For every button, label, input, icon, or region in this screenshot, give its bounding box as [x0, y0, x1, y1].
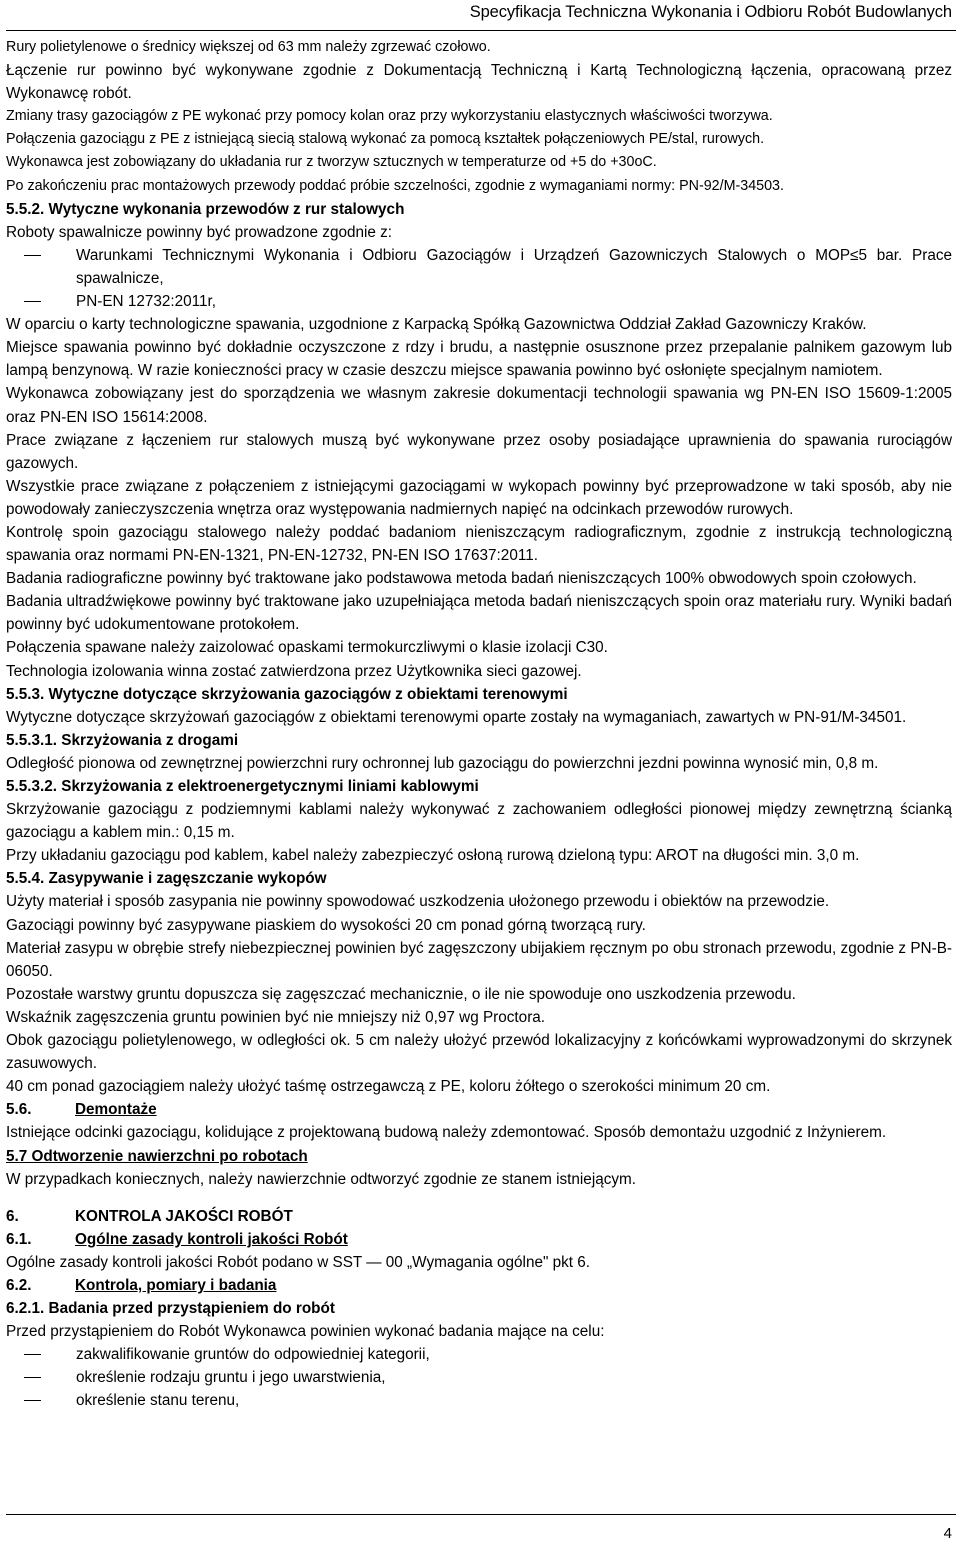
- section-title: Demontaże: [75, 1101, 157, 1119]
- paragraph: Badania radiograficzne powinny być traktowane jako podstawowa metoda badań nieniszczących 100% obwodowych spoin czołowych.: [6, 570, 917, 588]
- section-number: 5.6.: [6, 1101, 32, 1119]
- section-heading-5-5-3: [6, 683, 952, 706]
- section-heading-5-7: [6, 1145, 952, 1168]
- section-heading-6-1: [6, 1228, 952, 1251]
- paragraph: Obok gazociągu polietylenowego, w odległości ok. 5 cm należy ułożyć przewód lokalizacyjny z końcówkami wyprowadzonymi do skrzynek zasuwowych.: [6, 1032, 952, 1073]
- list-item-text: Warunkami Technicznymi Wykonania i Odbioru Gazociągów i Urządzeń Gazowniczych Stalowych o MOP≤5 bar. Prace spawalnicze,: [76, 246, 952, 287]
- paragraph: Przy układaniu gazociągu pod kablem, kabel należy zabezpieczyć osłoną rurową dzieloną typu: AROT na długości min. 3,0 m.: [6, 847, 860, 865]
- spacer: [6, 1191, 952, 1205]
- dash-bullet-icon: [24, 1377, 41, 1378]
- list-item: [6, 1366, 952, 1389]
- paragraph: Prace związane z łączeniem rur stalowych muszą być wykonywane przez osoby posiadające uprawnienia do spawania rurociągów gazowych.: [6, 431, 952, 472]
- section-title: Wytyczne dotyczące skrzyżowania gazociągów z obiektami terenowymi: [48, 685, 568, 703]
- section-title: KONTROLA JAKOŚCI ROBÓT: [75, 1207, 293, 1225]
- paragraph: Połączenia gazociągu z PE z istniejącą siecią stalową wykonać za pomocą kształtek połączeniowych PE/stal, rurowych.: [6, 131, 765, 148]
- section-title: Zasypywanie i zagęszczanie wykopów: [48, 870, 327, 888]
- paragraph: Roboty spawalnicze powinny być prowadzone zgodnie z:: [6, 223, 393, 241]
- paragraph: Odległość pionowa od zewnętrznej powierzchni rury ochronnej lub gazociągu do powierzchni jezdni powinna wynosić min, 0,8 m.: [6, 754, 879, 772]
- paragraph: Gazociągi powinny być zasypywane piaskiem do wysokości 20 cm ponad górną tworzącą rury.: [6, 916, 646, 934]
- section-number: 6.2.1.: [6, 1300, 45, 1318]
- section-title: Badania przed przystąpieniem do robót: [48, 1300, 335, 1318]
- page-header-title: Specyfikacja Techniczna Wykonania i Odbioru Robót Budowlanych: [469, 3, 952, 21]
- paragraph: Łączenie rur powinno być wykonywane zgodnie z Dokumentacją Techniczną i Kartą Technologiczną łączenia, opracowaną przez Wykonawcę robót.: [6, 62, 952, 103]
- section-heading-5-5-3-2: [6, 775, 952, 798]
- section-title: Skrzyżowania z elektroenergetycznymi liniami kablowymi: [61, 778, 479, 795]
- paragraph: Pozostałe warstwy gruntu dopuszcza się zagęszczać mechanicznie, o ile nie spowoduje ono uszkodzenia przewodu.: [6, 985, 796, 1003]
- section-title: Kontrola, pomiary i badania: [75, 1276, 277, 1294]
- paragraph: Zmiany trasy gazociągów z PE wykonać przy pomocy kolan oraz przy wykorzystaniu elastycznych właściwości tworzywa.: [6, 108, 773, 125]
- section-number: 6.2.: [6, 1276, 32, 1294]
- section-heading-5-5-4: [6, 867, 952, 890]
- section-title: Wytyczne wykonania przewodów z rur stalowych: [48, 200, 405, 218]
- section-heading-6: [6, 1205, 952, 1228]
- paragraph: W oparciu o karty technologiczne spawania, uzgodnione z Karpacką Spółką Gazownictwa Oddział Zakład Gazowniczy Kraków.: [6, 316, 867, 334]
- section-number: 5.5.4.: [6, 870, 45, 888]
- paragraph: Badania ultradźwiękowe powinny być traktowane jako uzupełniająca metoda badań nieniszczących spoin oraz materiału rury. Wyniki badań powinny być udokumentowane protokołem.: [6, 593, 952, 634]
- paragraph: Wytyczne dotyczące skrzyżowań gazociągów z obiektami terenowymi oparte zostały na wymaganiach, zawartych w PN-91/M-34501.: [6, 708, 907, 726]
- section-number: 5.5.2.: [6, 200, 45, 218]
- section-title: 5.7 Odtworzenie nawierzchni po robotach: [6, 1147, 308, 1165]
- list-item-text: określenie rodzaju gruntu i jego uwarstwienia,: [76, 1369, 386, 1387]
- page-number: 4: [943, 1525, 952, 1542]
- paragraph: Kontrolę spoin gazociągu stalowego należy poddać badaniom nieniszczącym radiograficznym, zgodnie z instrukcją technologiczną spawania oraz normami PN-EN-1321, PN-EN-12732, PN-EN ISO 17637:2011.: [6, 523, 952, 565]
- paragraph: Istniejące odcinki gazociągu, kolidujące z projektowaną budową należy zdemontować. Sposób demontażu uzgodnić z Inżynierem.: [6, 1124, 887, 1142]
- paragraph: Materiał zasypu w obrębie strefy niebezpiecznej powinien być zagęszczony ubijakiem ręcznym po obu stronach przewodu, zgodnie z PN-B-06050.: [6, 939, 952, 980]
- document-body: [6, 36, 952, 1413]
- list-item: [6, 290, 952, 313]
- section-number: 6.1.: [6, 1230, 32, 1248]
- section-heading-6-2: [6, 1274, 952, 1297]
- section-title: Ogólne zasady kontroli jakości Robót: [75, 1230, 348, 1248]
- paragraph: Wykonawca zobowiązany jest do sporządzenia we własnym zakresie dokumentacji technologii spawania wg PN-EN ISO 15609-1:2005 oraz PN-EN ISO 15614:2008.: [6, 385, 952, 426]
- section-number: 6.: [6, 1207, 19, 1225]
- section-heading-5-5-3-1: [6, 729, 952, 752]
- list-item-text: określenie stanu terenu,: [76, 1392, 240, 1410]
- paragraph: Przed przystąpieniem do Robót Wykonawca powinien wykonać badania mające na celu:: [6, 1323, 605, 1341]
- dash-bullet-icon: [24, 255, 41, 256]
- paragraph: Miejsce spawania powinno być dokładnie oczyszczone z rdzy i brudu, a następnie osusznone przez przepalanie palnikem gazowym lub lampą benzynową. W razie konieczności pracy w czasie deszczu miejsce spawania powinno być osłonięte specjalnym namiotem.: [6, 339, 952, 380]
- list-item: [6, 1389, 952, 1412]
- paragraph: W przypadkach koniecznych, należy nawierzchnie odtworzyć zgodnie ze stanem istniejącym.: [6, 1170, 637, 1188]
- section-heading-5-6: [6, 1098, 952, 1121]
- footer-divider: [6, 1514, 956, 1515]
- list-item: [6, 1343, 952, 1366]
- list-item-text: PN-EN 12732:2011r,: [76, 293, 217, 311]
- paragraph: Użyty materiał i sposób zasypania nie powinny spowodować uszkodzenia ułożonego przewodu i obiektów na przewodzie.: [6, 893, 830, 911]
- list-item-text: zakwalifikowanie gruntów do odpowiedniej kategorii,: [76, 1346, 430, 1364]
- dash-bullet-icon: [24, 301, 41, 302]
- section-heading-6-2-1: [6, 1297, 952, 1320]
- paragraph: Wykonawca jest zobowiązany do układania rur z tworzyw sztucznych w temperaturze od +5 do +30oC.: [6, 154, 657, 171]
- paragraph: Rury polietylenowe o średnicy większej od 63 mm należy zgrzewać czołowo.: [6, 39, 491, 55]
- section-heading-5-5-2: [6, 198, 952, 221]
- section-number: 5.5.3.2.: [6, 778, 58, 795]
- dash-bullet-icon: [24, 1354, 41, 1355]
- header-divider: [6, 30, 956, 31]
- paragraph: Skrzyżowanie gazociągu z podziemnymi kablami należy wykonywać z zachowaniem odległości pionowej między zewnętrzną ścianką gazociągu a kablem min.: 0,15 m.: [6, 801, 952, 842]
- paragraph: Technologia izolowania winna zostać zatwierdzona przez Użytkownika sieci gazowej.: [6, 662, 582, 680]
- paragraph: Ogólne zasady kontroli jakości Robót podano w SST — 00 „Wymagania ogólne" pkt 6.: [6, 1253, 591, 1271]
- section-title: Skrzyżowania z drogami: [61, 731, 239, 749]
- section-number: 5.5.3.: [6, 685, 45, 703]
- section-number: 5.5.3.1.: [6, 731, 58, 749]
- list-item: [6, 244, 952, 290]
- paragraph: Po zakończeniu prac montażowych przewody poddać próbie szczelności, zgodnie z wymaganiami normy: PN-92/M-34503.: [6, 177, 784, 194]
- paragraph: Wskaźnik zagęszczenia gruntu powinien być nie mniejszy niż 0,97 wg Proctora.: [6, 1008, 546, 1026]
- paragraph: Połączenia spawane należy zaizolować opaskami termokurczliwymi o klasie izolacji C30.: [6, 639, 608, 657]
- dash-bullet-icon: [24, 1400, 41, 1401]
- paragraph: Wszystkie prace związane z połączeniem z istniejącymi gazociągami w wykopach powinny być przeprowadzone w taki sposób, aby nie powodowały zanieczyszczenia wnętrza oraz występowania nadmiernych napięć na odcinkach przewodów rurowych.: [6, 477, 952, 518]
- paragraph: 40 cm ponad gazociągiem należy ułożyć taśmę ostrzegawczą z PE, koloru żółtego o szerokości minimum 20 cm.: [6, 1078, 771, 1096]
